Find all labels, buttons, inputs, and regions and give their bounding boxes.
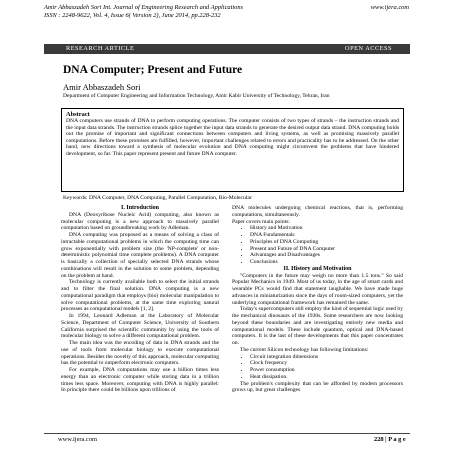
paragraph: For example, DNA computations may use a billion times less energy than an electronic computer while storing data in a trillion times less space. Moreover, computing with DNA is highly parallel: In principle there could be billions upon trillions of (61, 367, 219, 394)
paragraph: In 1994, Leonard Adleman at the Laboratory of Molecular Science, Department of Computer Science, University of Southern California surprised the scientific community by using the tools of molecular biology to solve a different computational problem. (61, 313, 219, 340)
running-header (44, 4, 409, 19)
points-list (232, 225, 403, 266)
open-access-label: OPEN ACCESS (345, 45, 392, 52)
limitations-list (232, 354, 403, 381)
list-item: • Clock frequency (250, 360, 403, 367)
author-name: Amir Abbaszadeh Sori (63, 82, 141, 92)
list-item: • Conclusions (250, 259, 403, 266)
article-banner (44, 44, 410, 54)
footer-site-link[interactable]: www.ijera.com (58, 436, 97, 443)
header-citation: Amir Abbaszadeh Sori Int. Journal of Engineering Research and Applications (44, 4, 244, 11)
section-heading-history: II. History and Motivation (283, 265, 352, 272)
paragraph: Technology is currently available both to select the initial strands and to filter the final solution. DNA computing is a new computational paradigm that employs (bio) molecular manipulation to solve computational problems, at the same time exploring natural processes as computational models [1, 2]. (61, 279, 219, 313)
paragraph: The current Silicon technology has following limitations: (240, 346, 369, 353)
paragraph: DNA computing was proposed as a means of solving a class of intractable computational problems in which the computing time can grow exponentially with problem size (the 'NP-complete' or non-deterministic polynomial time complete problems). A DNA computer is basically a collection of specially selected DNA strands whose combinations will result in the solution to some problem, depending on the problem at hand. (61, 232, 219, 279)
points-label: Paper covers main points: (232, 218, 290, 225)
author-affiliation: Department of Computer Engineering and Information Technology, Amir Kabir University of Technology, Tehran, Iran (63, 93, 330, 99)
header-site-link[interactable]: www.ijera.com (370, 4, 409, 11)
list-item: • Present and Future of DNA Computer (250, 246, 403, 253)
paragraph: "Computers in the future may weigh no more than 1.5 tons." So said Popular Mechanics in 1949. Most of us today, in the age of smart cards and wearable PCs would find that statement laughable. We have made huge advances in miniaturization since the days of room-sized computers, yet the underlying computational framework has remained the same. (232, 272, 403, 306)
abstract-box (61, 108, 404, 192)
paragraph: DNA (Deoxyribose Nucleic Acid) computing, also known as molecular computing is a new approach to massively parallel computation based on groundbreaking work by Adleman. (61, 211, 219, 232)
list-item: • Principles of DNA Computing (250, 239, 403, 246)
page-number: 228 | P a g e (374, 436, 406, 443)
list-item: • History and Motivation (250, 225, 403, 232)
abstract-text: DNA computers use strands of DNA to perform computing operations. The computer consists of two types of strands – the instruction strands and the input data strands. The instruction strands splice together the input data strands to generate the desired output data strand. DNA computing holds out the promise of important and significant connections between computers and living systems, as well as promising massively parallel computations. Before these promises are fulfilled, however, important challenges related to errors and practicality has to be addressed. On the other hand, new directions toward a synthesis of molecular evolution and DNA computing might circumvent the problems that have hindered development, so far. This paper represent present and future DNA computer. (66, 118, 399, 157)
paragraph: DNA molecules undergoing chemical reactions, that is, performing computations, simultaneously. (232, 205, 403, 218)
research-article-label: RESEARCH ARTICLE (66, 45, 135, 52)
section-heading-introduction: I. Introduction (121, 205, 159, 211)
footer-divider (44, 433, 410, 434)
list-item: • Advantages and Disadvantages (250, 252, 403, 259)
keywords: Keywords: DNA Computer, DNA Computing, Parallel Computation, Bio-Molecular (63, 195, 252, 201)
list-item: • Circuit integration dimensions (250, 354, 403, 361)
right-column (232, 205, 403, 394)
paragraph: The main idea was the encoding of data in DNA strands and the use of tools from molecular biology to execute computational operations. Besides the novelty of this approach, molecular computing has the potential to outperform electronic computers. (61, 340, 219, 367)
paragraph: Today's supercomputers still employ the kind of sequential logic used by the mechanical dinosaurs of the 1930s. Some researchers are now looking beyond these boundaries and are investigating entirely new media and computational models. These include quantum, optical and DNA-based computers. It is the last of these developments that this paper concentrates on. (232, 306, 403, 346)
abstract-heading: Abstract (66, 111, 90, 118)
left-column (61, 205, 219, 394)
list-item: • Heat dissipation. (250, 374, 403, 381)
paragraph: The problem's complexity that can be afforded by modern processors grows up, but great challenges (232, 380, 403, 394)
header-issn: ISSN : 2248-9622, Vol. 4, Issue 6( Version 2), June 2014, pp.228-232 (44, 11, 221, 19)
list-item: • DNA Fundamentals (250, 232, 403, 239)
list-item: • Power consumption (250, 367, 403, 374)
paper-title: DNA Computer; Present and Future (63, 64, 243, 76)
